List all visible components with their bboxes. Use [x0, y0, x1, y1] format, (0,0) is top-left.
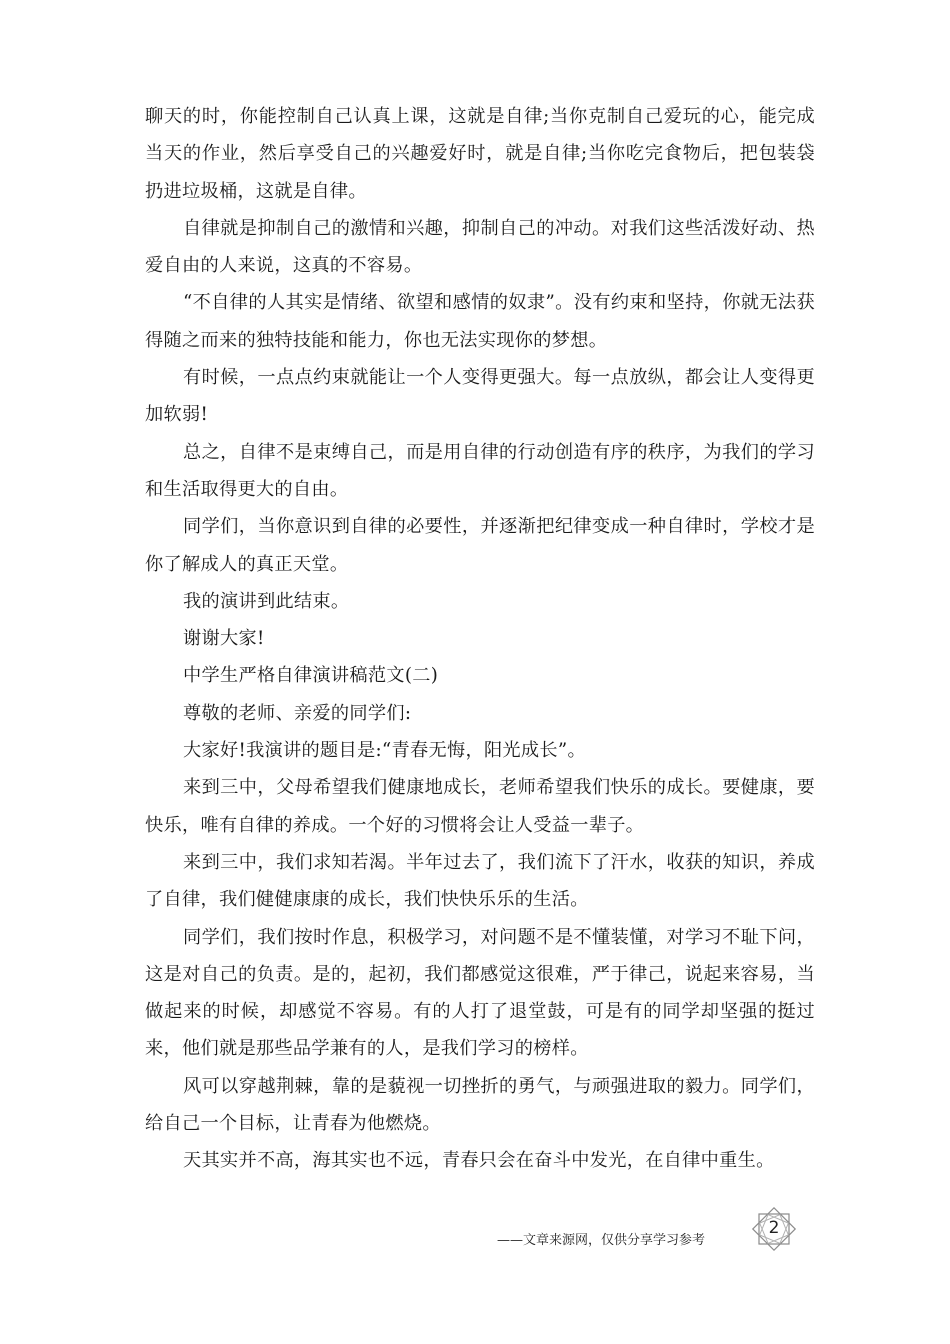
paragraph: 有时候，一点点约束就能让一个人变得更强大。每一点放纵，都会让人变得更加软弱!	[145, 367, 815, 426]
paragraph: 天其实并不高，海其实也不远，青春只会在奋斗中发光，在自律中重生。	[183, 1150, 775, 1172]
closing-line: 我的演讲到此结束。	[183, 590, 350, 612]
thanks-line: 谢谢大家!	[183, 628, 265, 650]
paragraph: 同学们，当你意识到自律的必要性，并逐渐把纪律变成一种自律时，学校才是你了解成人的真正天堂。	[145, 516, 815, 575]
page-number: 2	[768, 1218, 780, 1238]
paragraph: 同学们，我们按时作息，积极学习，对问题不是不懂装懂，对学习不耻下问，这是对自己的负责。是的，起初，我们都感觉这很难，严于律己，说起来容易，当做起来的时候，却感觉不容易。有的人打了退堂鼓，可是有的同学却坚强的挺过来，他们就是那些品学兼有的人，是我们学习的榜样。	[145, 926, 815, 1060]
document-body	[145, 98, 815, 1180]
paragraph: 自律就是抑制自己的激情和兴趣，抑制自己的冲动。对我们这些活泼好动、热爱自由的人来说，这真的不容易。	[145, 217, 815, 277]
paragraph: 总之，自律不是束缚自己，而是用自律的行动创造有序的秩序，为我们的学习和生活取得更大的自由。	[145, 441, 815, 500]
paragraph: 来到三中，我们求知若渴。半年过去了，我们流下了汗水，收获的知识，养成了自律，我们健健康康的成长，我们快快乐乐的生活。	[145, 851, 815, 911]
footer-source-note: ——文章来源网，仅供分享学习参考	[497, 1233, 706, 1248]
salutation: 尊敬的老师、亲爱的同学们:	[183, 702, 412, 724]
paragraph: 来到三中，父母希望我们健康地成长，老师希望我们快乐的成长。要健康，要快乐，唯有自律的养成。一个好的习惯将会让人受益一辈子。	[145, 777, 815, 836]
greeting-line: 大家好!我演讲的题目是:“青春无悔，阳光成长”。	[183, 740, 586, 762]
paragraph-quote: “不自律的人其实是情绪、欲望和感情的奴隶”。没有约束和坚持，你就无法获得随之而来的独特技能和能力，你也无法实现你的梦想。	[145, 292, 815, 351]
page-number-badge	[748, 1203, 800, 1255]
paragraph-continued: 聊天的时，你能控制自己认真上课，这就是自律;当你克制自己爱玩的心，能完成当天的作业，然后享受自己的兴趣爱好时，就是自律;当你吃完食物后，把包装袋扔进垃圾桶，这就是自律。	[145, 106, 815, 202]
section-heading: 中学生严格自律演讲稿范文(二)	[183, 665, 439, 687]
paragraph: 风可以穿越荆棘，靠的是藐视一切挫折的勇气，与顽强进取的毅力。同学们，给自己一个目标，让青春为他燃烧。	[145, 1075, 815, 1135]
